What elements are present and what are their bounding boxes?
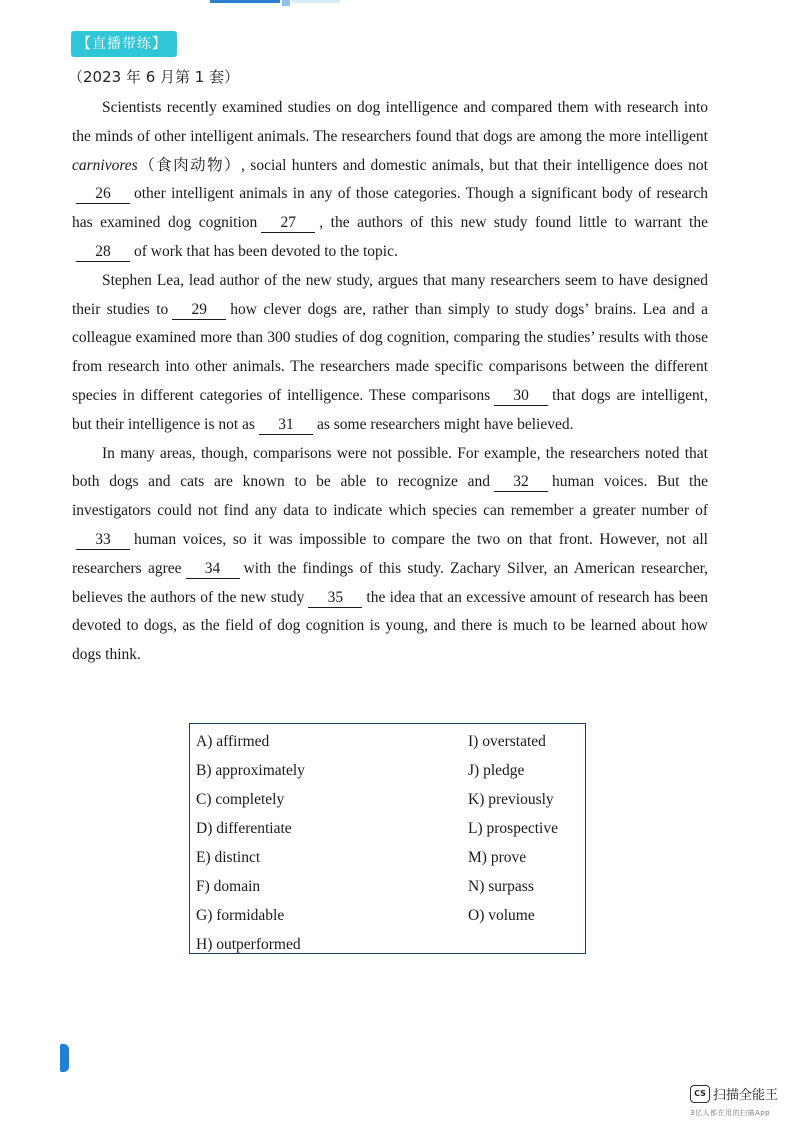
blank-32[interactable]: 32: [494, 473, 548, 492]
paragraph-3: [72, 440, 708, 670]
option-k[interactable]: K) previously: [468, 791, 554, 808]
text-span: In many areas, though, comparisons were not possible. For example, the researchers noted that both dogs and cats are known to be able to recognize and: [72, 444, 708, 491]
reading-passage: [72, 94, 708, 670]
word-bank: [189, 723, 586, 954]
option-h[interactable]: H) outperformed: [196, 936, 301, 953]
text-span: , the authors of this new study found little to warrant the: [319, 214, 708, 232]
text-span: （食肉动物）, social hunters and domestic animals, but that their intelligence does not: [137, 156, 708, 174]
text-span: Scientists recently examined studies on dog intelligence and compared them with research into the minds of other intelligent animals. The researchers found that dogs are among the more intelligent: [72, 99, 708, 145]
option-i[interactable]: I) overstated: [468, 733, 546, 750]
option-l[interactable]: L) prospective: [468, 820, 558, 837]
option-m[interactable]: M) prove: [468, 849, 527, 866]
blank-31[interactable]: 31: [259, 416, 313, 435]
scanner-tagline: 3亿人都在用的扫描App: [690, 1109, 771, 1117]
text-span: of work that has been devoted to the topic.: [134, 242, 398, 260]
blank-35[interactable]: 35: [308, 589, 362, 608]
blank-34[interactable]: 34: [186, 560, 240, 579]
blank-26[interactable]: 26: [76, 185, 130, 204]
italic-term: carnivores: [72, 156, 138, 174]
text-span: human voices, so it was impossible to compare the two on that front. However, not all researchers agree: [72, 530, 708, 577]
text-span: that dogs are intelligent, but their intelligence is not as: [72, 386, 708, 433]
paragraph-1: [72, 94, 708, 267]
camscanner-logo-icon: CS: [690, 1085, 710, 1103]
top-decoration: [210, 0, 340, 6]
option-a[interactable]: A) affirmed: [196, 733, 270, 750]
word-bank-left-column: [196, 730, 305, 962]
text-span: as some researchers might have believed.: [316, 415, 574, 433]
text-span: how clever dogs are, rather than simply to study dogs’ brains. Lea and a colleague examined more than 300 studies of dog cognition, comparing the studies’ results with those from research into other animals. The researchers made specific comparisons between the different species in different categories of intelligence. These comparisons: [72, 300, 708, 404]
blank-27[interactable]: 27: [261, 214, 315, 233]
option-d[interactable]: D) differentiate: [196, 820, 292, 837]
text-span: with the findings of this study. Zachary Silver, an American researcher, believes the authors of the new study: [72, 559, 708, 606]
word-bank-right-column: [468, 730, 558, 933]
option-e[interactable]: E) distinct: [196, 849, 261, 866]
text-span: other intelligent animals in any of those categories. Though a significant body of research has examined dog cognition: [72, 185, 708, 232]
blank-33[interactable]: 33: [76, 531, 130, 550]
blank-30[interactable]: 30: [494, 387, 548, 406]
option-o[interactable]: O) volume: [468, 907, 535, 924]
scanner-app-name: 扫描全能王: [713, 1088, 779, 1103]
option-b[interactable]: B) approximately: [196, 762, 305, 779]
blank-28[interactable]: 28: [76, 243, 130, 262]
text-span: the idea that an excessive amount of research has been devoted to dogs, as the field of dog cognition is young, and there is much to be learned about how dogs think.: [72, 588, 709, 664]
option-j[interactable]: J) pledge: [468, 762, 525, 779]
option-c[interactable]: C) completely: [196, 791, 285, 808]
page-edge-marker: [60, 1044, 69, 1072]
option-n[interactable]: N) surpass: [468, 878, 534, 895]
text-span: Stephen Lea, lead author of the new study, argues that many researchers seem to have designed their studies to: [72, 271, 708, 318]
text-span: human voices. But the investigators could not find any data to indicate which species can remember a greater number of: [72, 473, 708, 520]
scanner-watermark: [690, 1083, 800, 1118]
option-f[interactable]: F) domain: [196, 878, 261, 895]
section-tag: 【直播带练】: [71, 31, 177, 57]
option-g[interactable]: G) formidable: [196, 907, 285, 924]
blank-29[interactable]: 29: [172, 301, 226, 320]
exam-set-label: （2023 年 6 月第 1 套）: [68, 68, 240, 86]
paragraph-2: [72, 267, 708, 440]
